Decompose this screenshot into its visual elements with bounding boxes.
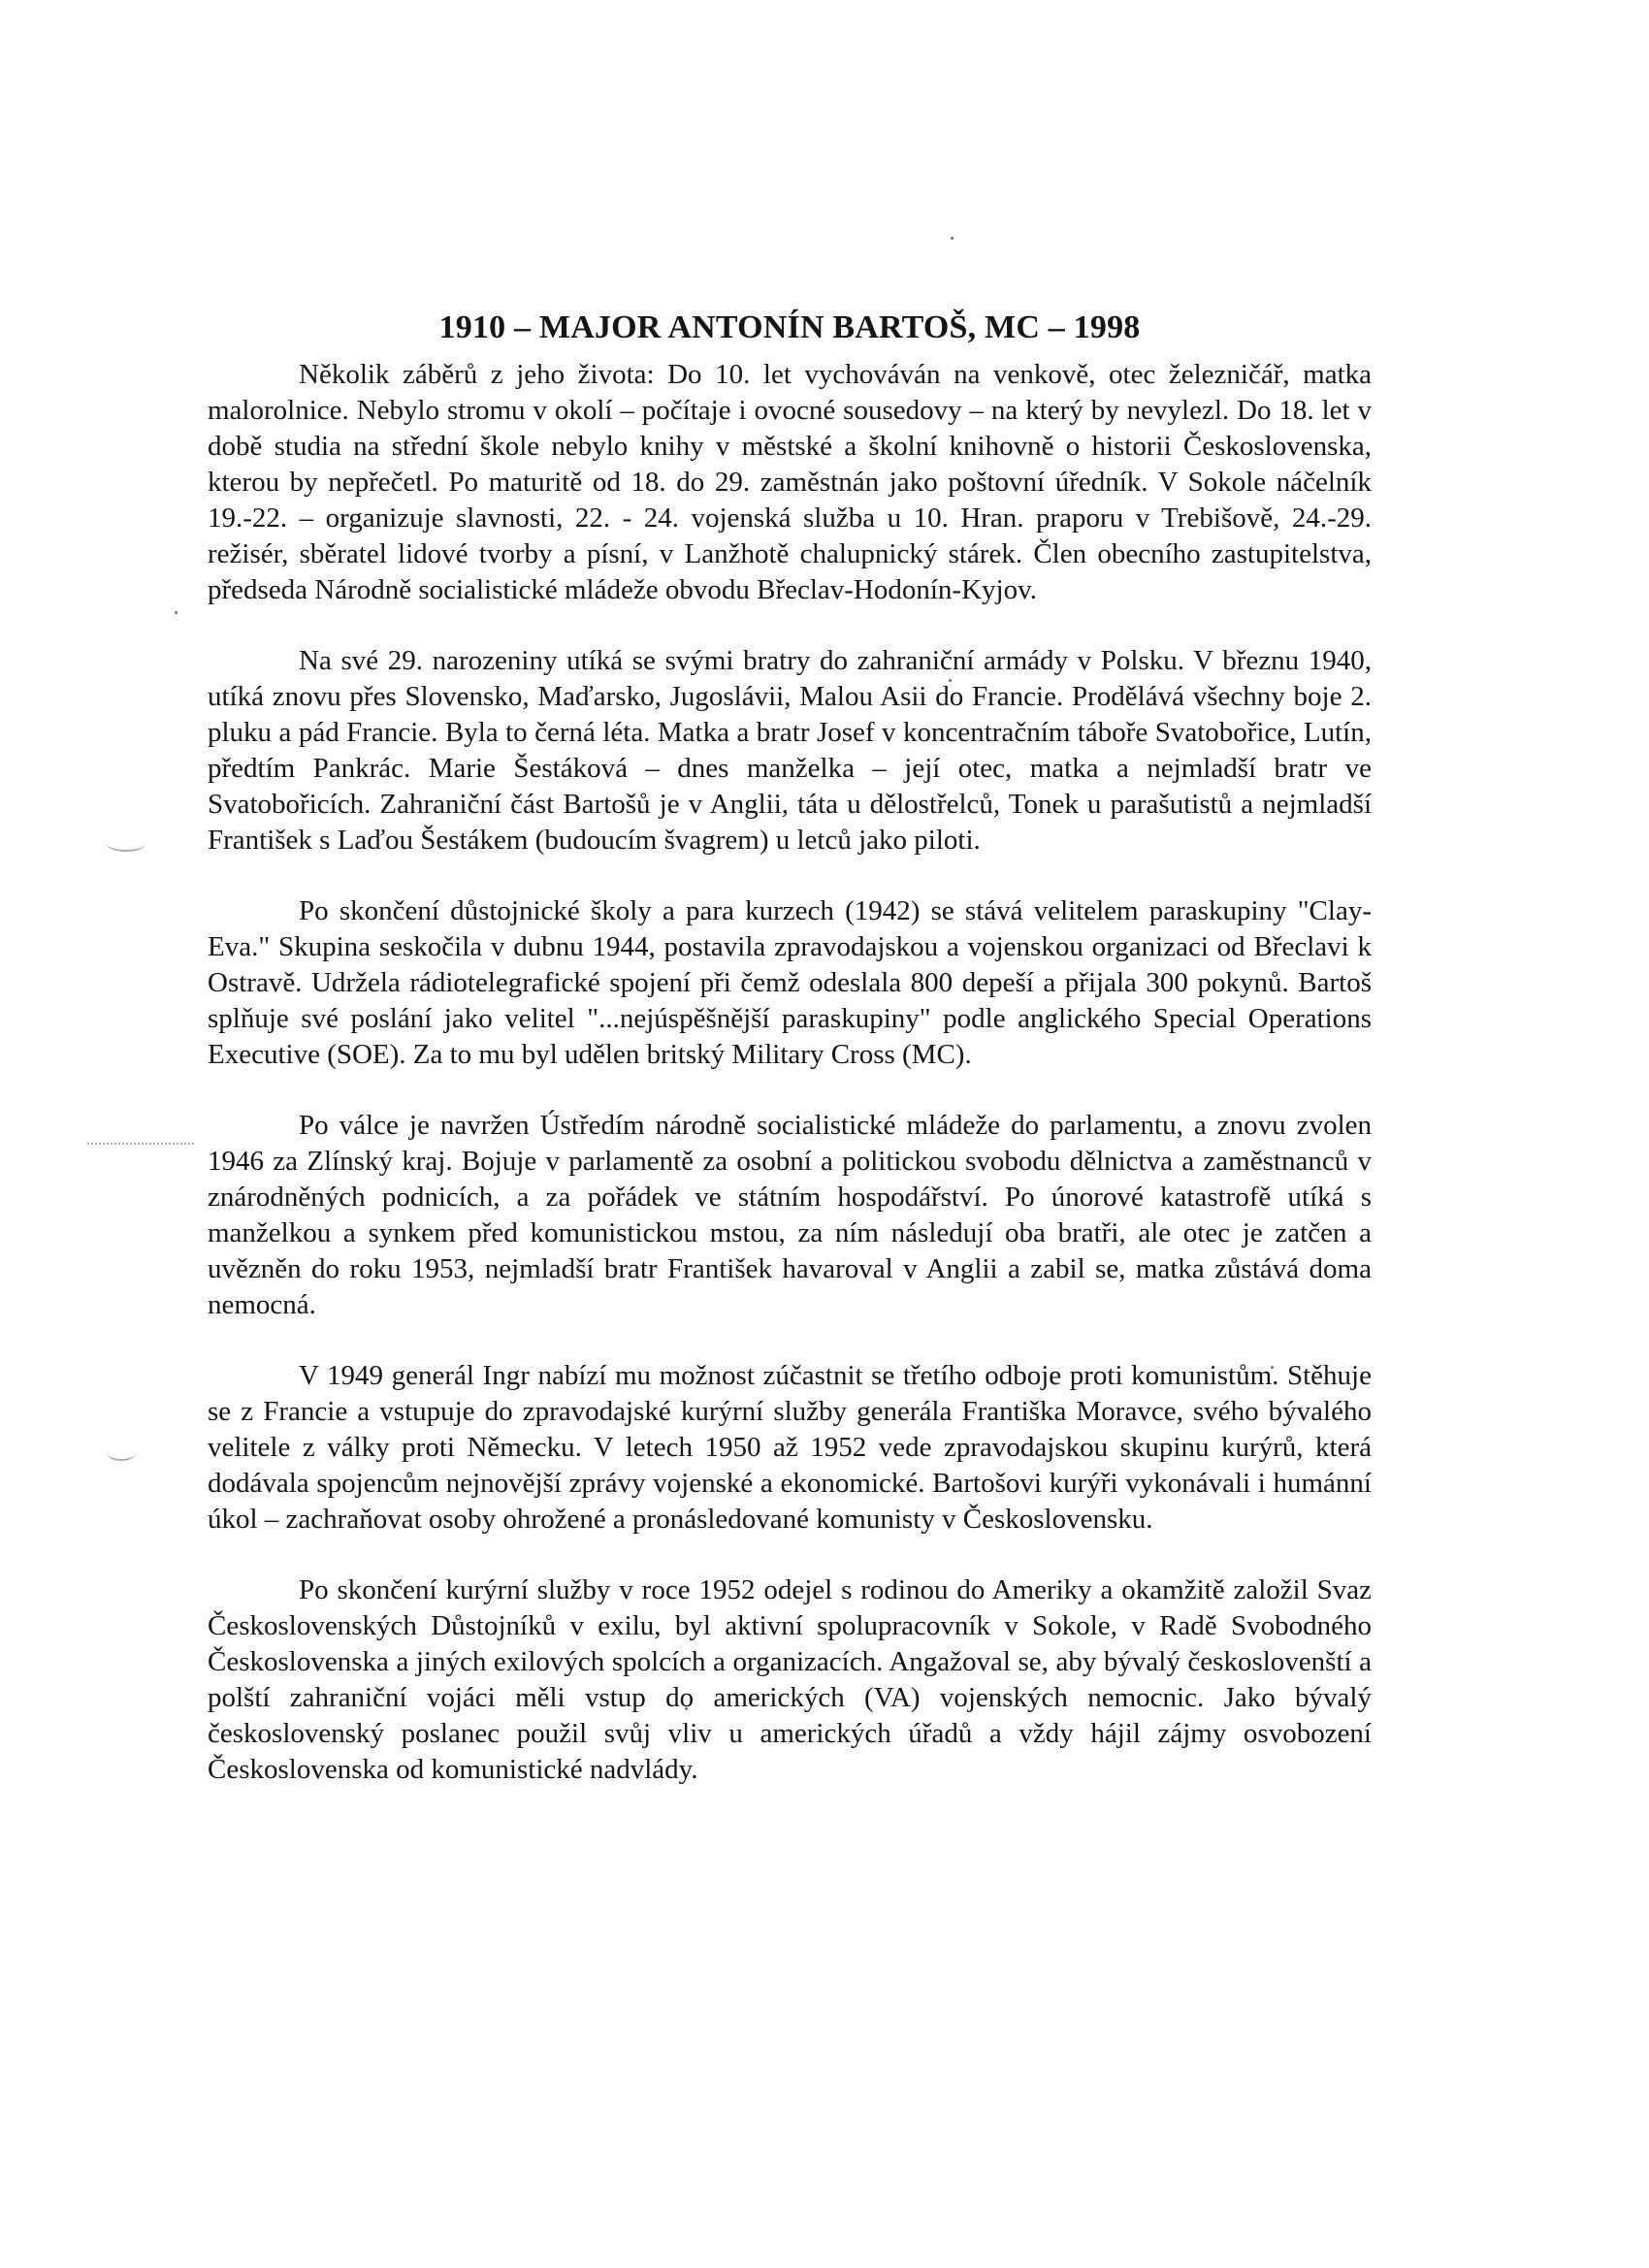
paragraph-exile-war: Na své 29. narozeniny utíká se svými bratry do zahraniční armády v Polsku. V březnu 1940, utíká znovu přes Slovensko, Maďarsko, Jugoslávii, Malou Asii do Francie. Prodělává všechny boje 2. pluku a pád Francie. Byla to černá léta. Matka a bratr Josef v koncentračním táboře Svatobořice, Lutín, předtím Pankrác. Marie Šestáková – dnes manželka – její otec, matka a nejmladší bratr ve Svatobořicích. Zahraniční část Bartošů je v Anglii, táta u dělostřelců, Tonek u parašutistů a nejmladší František s Laďou Šestákem (budoucím švagrem) u letců jako piloti. xyxy=(208,645,1372,856)
paragraph-america: Po skončení kurýrní služby v roce 1952 odejel s rodinou do Ameriky a okamžitě založil Svaz Československých Důstojníků v exilu, byl aktivní spolupracovník v Sokole, v Radě Svobodného Československa a jiných exilových spolcích a organizacích. Angažoval se, aby bývalý českoslovenští a polští zahraniční vojáci měli vstup do amerických (VA) vojenských nemocnic. Jako bývalý československý poslanec použil svůj vliv u amerických úřadů a vždy hájil zájmy osvobození Československa od komunistické nadvlády. xyxy=(208,1574,1372,1785)
paragraph-third-resistance: V 1949 generál Ingr nabízí mu možnost zúčastnit se třetího odboje proti komunistům. Stěhuje se z Francie a vstupuje do zpravodajské kurýrní služby generála Františka Moravce, svého bývalého velitele z války proti Německu. V letech 1950 až 1952 vede zpravodajskou skupinu kurýrů, která dodávala spojencům nejnovější zprávy vojenské a ekonomické. Bartošovi kurýři vykonávali i humánní úkol – zachraňovat osoby ohrožené a pronásledované komunisty v Československu. xyxy=(208,1360,1372,1535)
margin-mark xyxy=(107,836,146,852)
scan-speck xyxy=(175,611,178,614)
margin-mark xyxy=(87,1143,194,1145)
document-body xyxy=(208,299,1372,1823)
scan-speck xyxy=(951,237,954,240)
paragraph-early-life: Několik záběrů z jeho života: Do 10. let vychováván na venkově, otec železničář, matka malorolnice. Nebylo stromu v okolí – počítaje i ovocné sousedovy – na který by nevylezl. Do 18. let v době studia na střední škole nebylo knihy v městské a školní knihovně o historii Československa, kterou by nepřečetl. Po maturitě od 18. do 29. zaměstnán jako poštovní úředník. V Sokole náčelník 19.-22. – organizuje slavnosti, 22. - 24. vojenská služba u 10. Hran. praporu v Trebišově, 24.-29. režisér, sběratel lidové tvorby a písní, v Lanžhotě chalupnický stárek. Člen obecního zastupitelstva, předseda Národně socialistické mládeže obvodu Břeclav-Hodonín-Kyjov. xyxy=(208,359,1372,605)
paragraph-postwar: Po válce je navržen Ústředím národně socialistické mládeže do parlamentu, a znovu zvolen 1946 za Zlínský kraj. Bojuje v parlamentě za osobní a politickou svobodu dělnictva a zaměstnanců v znárodněných podnicích, a za pořádek ve státním hospodářství. Po únorové katastrofě utíká s manželkou a synkem před komunistickou mstou, za ním následují oba bratři, ale otec je zatčen a uvězněn do roku 1953, nejmladší bratr František havaroval v Anglii a zabil se, matka zůstává doma nemocná. xyxy=(208,1110,1372,1320)
margin-mark xyxy=(107,1445,136,1461)
document-title: 1910 – MAJOR ANTONÍN BARTOŠ, MC – 1998 xyxy=(438,309,1141,345)
paragraph-paragroup: Po skončení důstojnické školy a para kurzech (1942) se stává velitelem paraskupiny "Clay-Eva." Skupina seskočila v dubnu 1944, postavila zpravodajskou a vojenskou organizaci od Břeclavi k Ostravě. Udržela rádiotelegrafické spojení při čemž odeslala 800 depeší a přijala 300 pokynů. Bartoš splňuje své poslání jako velitel "...nejúspěšnější paraskupiny" podle anglického Special Operations Executive (SOE). Za to mu byl udělen britský Military Cross (MC). xyxy=(208,895,1372,1070)
